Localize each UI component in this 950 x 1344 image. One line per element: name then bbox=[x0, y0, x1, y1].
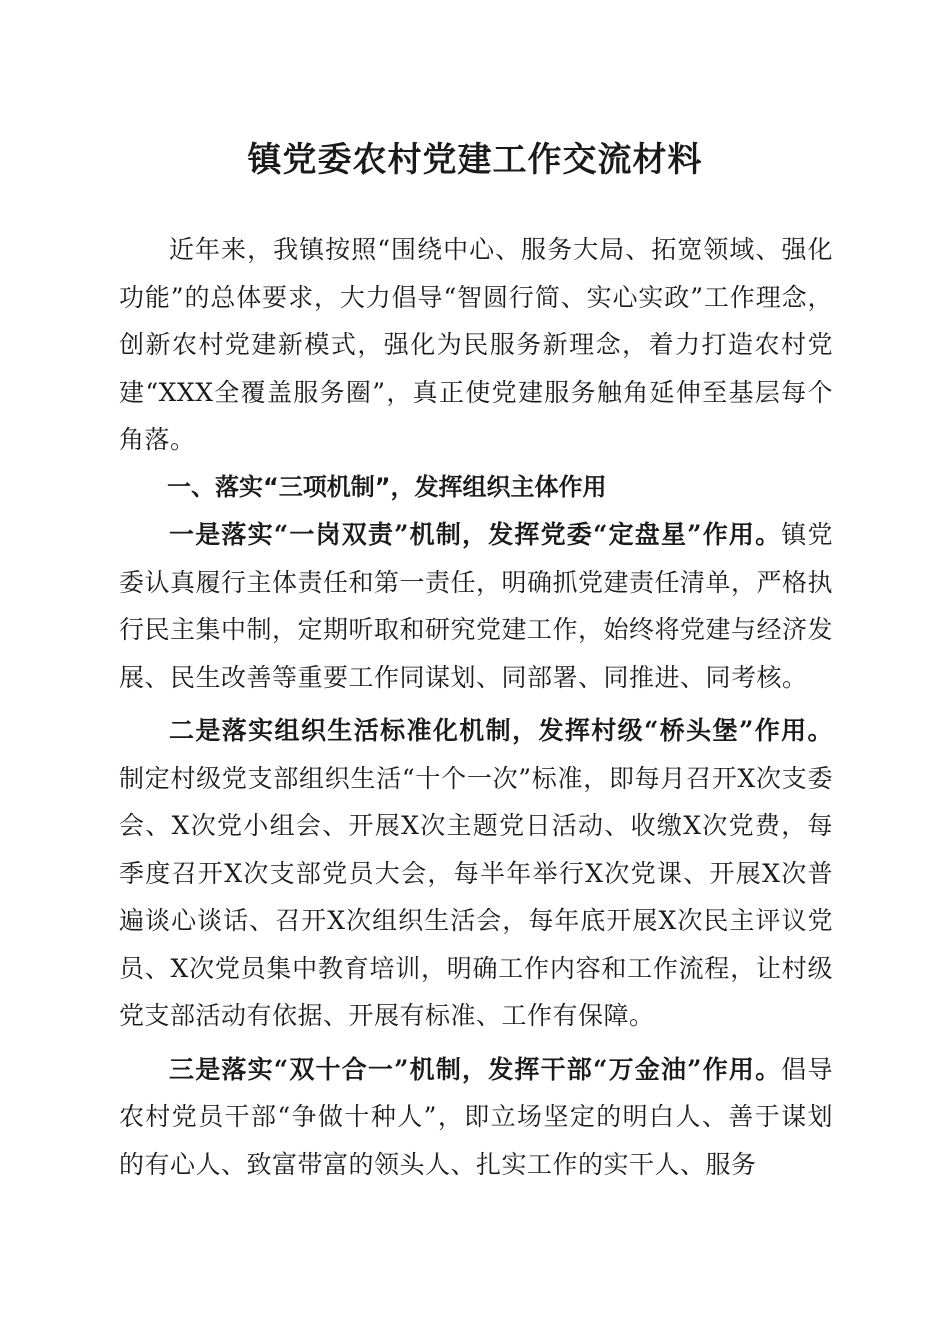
section-item-3-text: 倡导农村党员干部“争做十种人”，即立场坚定的明白人、善于谋划的有心人、致富带富的领头人、扎实工作的实干人、服务 bbox=[119, 1054, 833, 1179]
section-item-1 bbox=[119, 511, 833, 701]
section-item-3 bbox=[119, 1046, 833, 1189]
section-item-1-lead: 一是落实“一岗双责”机制，发挥党委“定盘星”作用。 bbox=[169, 520, 782, 549]
section-item-2-text: 制定村级党支部组织生活“十个一次”标准，即每月召开X次支委会、X次党小组会、开展X次主题党日活动、收缴X次党费，每季度召开X次支部党员大会，每半年举行X次党课、开展X次普遍谈心谈话、召开X次组织生活会，每年底开展X次民主评议党员、X次党员集中教育培训，明确工作内容和工作流程，让村级党支部活动有依据、开展有标准、工作有保障。 bbox=[119, 763, 833, 1030]
section-item-1-text: 镇党委认真履行主体责任和第一责任，明确抓党建责任清单，严格执行民主集中制，定期听取和研究党建工作，始终将党建与经济发展、民生改善等重要工作同谋划、同部署、同推进、同考核。 bbox=[119, 520, 834, 692]
section-item-3-lead: 三是落实“双十合一”机制，发挥干部“万金油”作用。 bbox=[169, 1054, 782, 1084]
intro-paragraph: 近年来，我镇按照“围绕中心、服务大局、拓宽领域、强化功能”的总体要求，大力倡导“智圆行简、实心实政”工作理念，创新农村党建新模式，强化为民服务新理念，着力打造农村党建“XXX全覆盖服务圈”，真正使党建服务触角延伸至基层每个角落。 bbox=[119, 235, 833, 454]
section-item-2 bbox=[119, 707, 833, 1040]
document-title: 镇党委农村党建工作交流材料 bbox=[247, 140, 703, 180]
section-heading: 一、落实“三项机制”，发挥组织主体作用 bbox=[167, 472, 607, 501]
document-body bbox=[119, 226, 833, 1188]
section-item-2-lead: 二是落实组织生活标准化机制，发挥村级“桥头堡”作用。 bbox=[169, 716, 833, 745]
